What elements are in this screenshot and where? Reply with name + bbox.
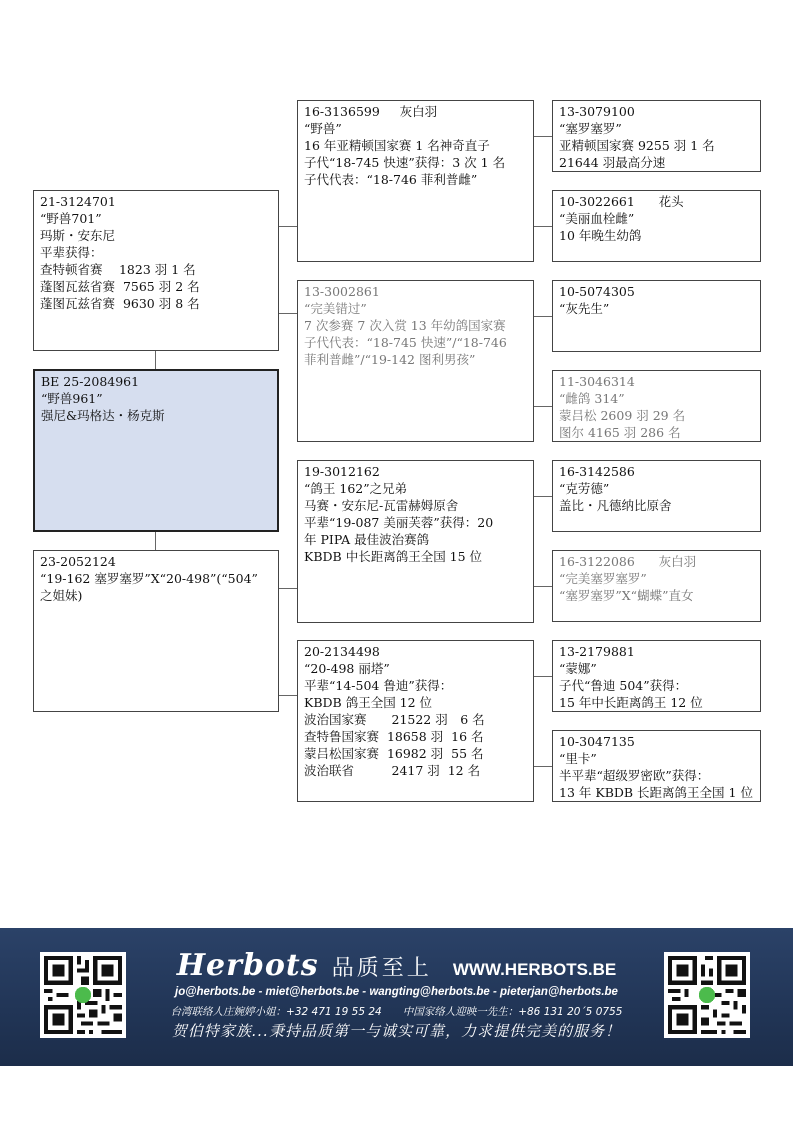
dam-sire-line: 平辈“19-087 美丽芙蓉”获得：20 bbox=[304, 515, 494, 530]
ddd-line: 13 年 KBDB 长距离鸽王全国 1 位 bbox=[559, 785, 753, 800]
dam-sire-line: KBDB 中长距离鸽王全国 15 位 bbox=[304, 549, 483, 564]
ddd-line: 10-3047135 bbox=[559, 734, 635, 749]
connector-line bbox=[533, 766, 552, 767]
website-link[interactable]: WWW.HERBOTS.BE bbox=[452, 960, 617, 979]
dam-line: 之姐妹) bbox=[40, 588, 83, 603]
sire-line: 玛斯・安东尼 bbox=[40, 228, 116, 243]
sire-dam-line: 13-3002861 bbox=[304, 284, 380, 299]
sss-line: 21644 羽最高分速 bbox=[559, 155, 666, 170]
dam-sire-line: 年 PIPA 最佳波治赛鸽 bbox=[304, 532, 430, 547]
dds-line: 子代“鲁迪 504”获得： bbox=[559, 678, 688, 693]
subject-line: 强尼&玛格达・杨克斯 bbox=[41, 408, 165, 423]
ssd-line: 10 年晚生幼鸽 bbox=[559, 228, 642, 243]
sire-dam-line: 7 次参赛 7 次入赏 13 年幼鸽国家赛 bbox=[304, 318, 506, 333]
dsd-line: 16-3122086 灰白羽 bbox=[559, 554, 697, 569]
sire-sire-card bbox=[297, 100, 534, 262]
footer-banner bbox=[0, 928, 793, 1066]
ddd-card bbox=[552, 730, 761, 802]
dam-card bbox=[33, 550, 279, 712]
sdd-line: 11-3046314 bbox=[559, 374, 635, 389]
sire-card bbox=[33, 190, 279, 351]
sdd-line: 图尔 4165 羽 286 名 bbox=[559, 425, 681, 440]
sire-line: “野兽701” bbox=[40, 211, 102, 226]
dds-card bbox=[552, 640, 761, 712]
dss-card bbox=[552, 460, 761, 532]
sire-sire-line: “野兽” bbox=[304, 121, 342, 136]
connector-line bbox=[155, 531, 156, 551]
connector-line bbox=[279, 226, 298, 227]
dam-dam-line: 查特鲁国家赛 18658 羽 16 名 bbox=[304, 729, 484, 744]
dam-sire-card bbox=[297, 460, 534, 623]
connector-line bbox=[533, 226, 552, 227]
dam-dam-line: 波治联省 2417 羽 12 名 bbox=[304, 763, 481, 778]
wechat-qr-code-icon bbox=[664, 952, 750, 1038]
dds-line: 15 年中长距离鸽王 12 位 bbox=[559, 695, 703, 710]
dam-line: 23-2052124 bbox=[40, 554, 116, 569]
ssd-line: 10-3022661 花头 bbox=[559, 194, 684, 209]
dam-dam-line: 波治国家赛 21522 羽 6 名 bbox=[304, 712, 485, 727]
connector-line bbox=[533, 496, 552, 497]
connector-line bbox=[533, 676, 552, 677]
sss-line: 13-3079100 bbox=[559, 104, 635, 119]
sire-line: 查特顿省赛 1823 羽 1 名 bbox=[40, 262, 196, 277]
connector-line bbox=[155, 350, 156, 370]
sire-line: 蓬图瓦兹省赛 7565 羽 2 名 bbox=[40, 279, 200, 294]
dam-sire-line: 马赛・安东尼-瓦雷赫姆原舍 bbox=[304, 498, 459, 513]
dam-dam-line: 蒙吕松国家赛 16982 羽 55 名 bbox=[304, 746, 484, 761]
dsd-line: “塞罗塞罗”X“蝴蝶”直女 bbox=[559, 588, 694, 603]
ddd-line: 半平辈“超级罗密欧”获得： bbox=[559, 768, 710, 783]
connector-line bbox=[533, 586, 552, 587]
ssd-card bbox=[552, 190, 761, 262]
dam-sire-line: “鸽王 162”之兄弟 bbox=[304, 481, 408, 496]
connector-line bbox=[533, 136, 552, 137]
sss-line: 亚精顿国家赛 9255 羽 1 名 bbox=[559, 138, 715, 153]
sire-dam-line: 菲利普雌”/“19-142 图利男孩” bbox=[304, 352, 476, 367]
dds-line: 13-2179881 bbox=[559, 644, 635, 659]
connector-line bbox=[279, 588, 298, 589]
dss-line: 16-3142586 bbox=[559, 464, 635, 479]
dsd-line: “完美塞罗塞罗” bbox=[559, 571, 647, 586]
contact-phones: 台湾联络人庄婉婷小姐：+32 471 19 55 24 中国家络人迎映一先生：+86 131 20´5 0755 bbox=[170, 1006, 623, 1018]
connector-line bbox=[279, 313, 298, 314]
dam-dam-card bbox=[297, 640, 534, 802]
subject-card bbox=[33, 369, 279, 532]
sss-line: “塞罗塞罗” bbox=[559, 121, 622, 136]
dam-dam-line: 平辈“14-504 鲁迪”获得： bbox=[304, 678, 453, 693]
dam-dam-line: “20-498 丽塔” bbox=[304, 661, 390, 676]
dam-sire-line: 19-3012162 bbox=[304, 464, 380, 479]
sire-sire-line: 16 年亚精顿国家赛 1 名神奇直子 bbox=[304, 138, 490, 153]
sdd-card bbox=[552, 370, 761, 442]
dam-dam-line: KBDB 鸽王全国 12 位 bbox=[304, 695, 433, 710]
sds-card bbox=[552, 280, 761, 352]
sdd-line: 蒙吕松 2609 羽 29 名 bbox=[559, 408, 686, 423]
dam-line: “19-162 塞罗塞罗”X“20-498”(“504” bbox=[40, 571, 258, 586]
sire-dam-line: 子代代表：“18-745 快速”/“18-746 bbox=[304, 335, 507, 350]
sdd-line: “雌鸽 314” bbox=[559, 391, 625, 406]
dds-line: “蒙娜” bbox=[559, 661, 597, 676]
sds-line: 10-5074305 bbox=[559, 284, 635, 299]
sss-card bbox=[552, 100, 761, 172]
herbots-logo: Herbots bbox=[176, 948, 319, 983]
connector-line bbox=[279, 695, 298, 696]
subject-line: “野兽961” bbox=[41, 391, 103, 406]
sire-sire-line: 16-3136599 灰白羽 bbox=[304, 104, 438, 119]
ddd-line: “里卡” bbox=[559, 751, 597, 766]
slogan: 品质至上 bbox=[331, 956, 432, 981]
sire-line: 21-3124701 bbox=[40, 194, 116, 209]
dam-dam-line: 20-2134498 bbox=[304, 644, 380, 659]
sire-dam-line: “完美错过” bbox=[304, 301, 367, 316]
email-list[interactable]: jo@herbots.be - miet@herbots.be - wangting@herbots.be - pieterjan@herbots.be bbox=[175, 986, 618, 998]
sire-sire-line: 子代“18-745 快速”获得：3 次 1 名 bbox=[304, 155, 506, 170]
sire-line: 蓬图瓦兹省赛 9630 羽 8 名 bbox=[40, 296, 200, 311]
sds-line: “灰先生” bbox=[559, 301, 610, 316]
sire-dam-card bbox=[297, 280, 534, 442]
connector-line bbox=[533, 406, 552, 407]
subject-line: BE 25-2084961 bbox=[41, 374, 140, 389]
dss-line: 盖比・凡德纳比原舍 bbox=[559, 498, 672, 513]
ssd-line: “美丽血栓雌” bbox=[559, 211, 635, 226]
dsd-card bbox=[552, 550, 761, 622]
connector-line bbox=[533, 316, 552, 317]
sire-line: 平辈获得： bbox=[40, 245, 103, 260]
dss-line: “克劳德” bbox=[559, 481, 610, 496]
sire-sire-line: 子代代表：“18-746 菲利普雌” bbox=[304, 172, 478, 187]
tagline: 贺伯特家族...秉持品质第一与诚实可靠，力求提供完美的服务！ bbox=[171, 1022, 622, 1040]
